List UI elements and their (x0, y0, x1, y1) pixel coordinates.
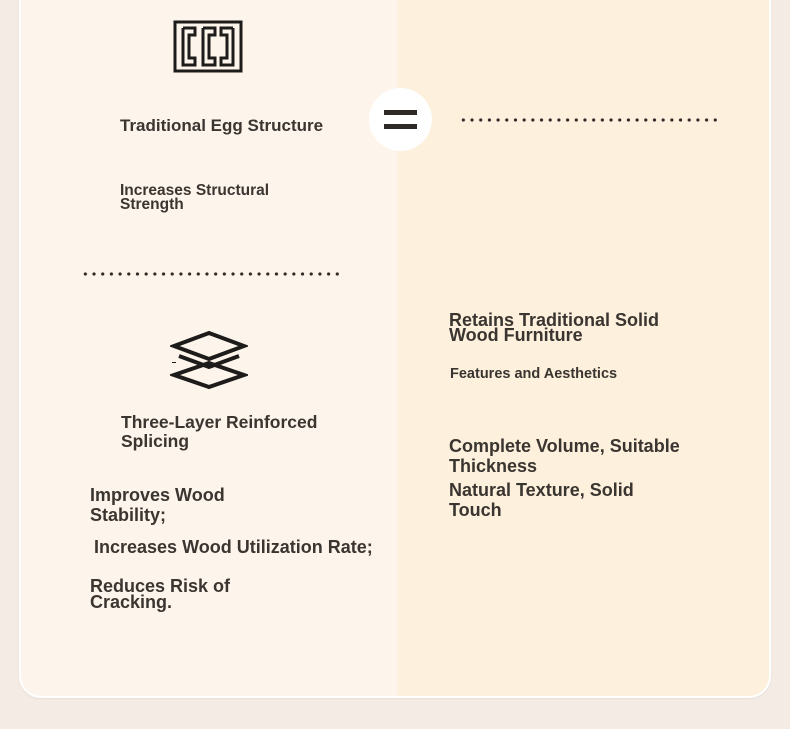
egg-desc-line-2: Strength (120, 196, 184, 213)
retains-line-1: Retains Traditional Solid (449, 310, 660, 330)
texture-line-1: Natural Texture, Solid (449, 480, 634, 500)
interlocking-bracket-icon (173, 20, 243, 73)
three-layer-title (121, 413, 317, 451)
equals-bar-top (384, 110, 417, 115)
three-layer-title-line-1: Three-Layer Reinforced (121, 412, 318, 432)
three-layer-title-line-2: Splicing (121, 431, 190, 451)
benefit-stability-line-1: Improves Wood (90, 485, 225, 505)
benefit-utilization: Increases Wood Utilization Rate; (94, 537, 373, 557)
features-aesthetics: Features and Aesthetics (450, 366, 618, 382)
egg-structure-title: Traditional Egg Structure (120, 116, 324, 135)
benefit-stability-line-2: Stability; (90, 505, 167, 525)
equals-bar-bottom (384, 124, 417, 129)
benefit-stability (90, 485, 225, 525)
dotted-divider-right (459, 118, 717, 122)
volume-thickness (449, 436, 680, 476)
volume-line-1: Complete Volume, Suitable (449, 436, 680, 456)
equals-icon (369, 88, 432, 151)
retains-traditional-title (449, 310, 660, 345)
retains-line-2: Wood Furniture (449, 325, 583, 345)
texture-touch (449, 480, 634, 520)
egg-desc-line-1: Increases Structural (120, 182, 270, 199)
benefit-cracking-line-1: Reduces Risk of (90, 576, 231, 596)
benefit-cracking-line-2: Cracking. (90, 592, 173, 612)
texture-line-2: Touch (449, 500, 502, 520)
right-panel (397, 0, 771, 696)
volume-line-2: Thickness (449, 456, 538, 476)
dotted-divider-left (81, 272, 339, 276)
egg-structure-description (120, 184, 269, 212)
stacked-layers-icon (170, 330, 248, 390)
benefit-cracking (90, 578, 230, 610)
